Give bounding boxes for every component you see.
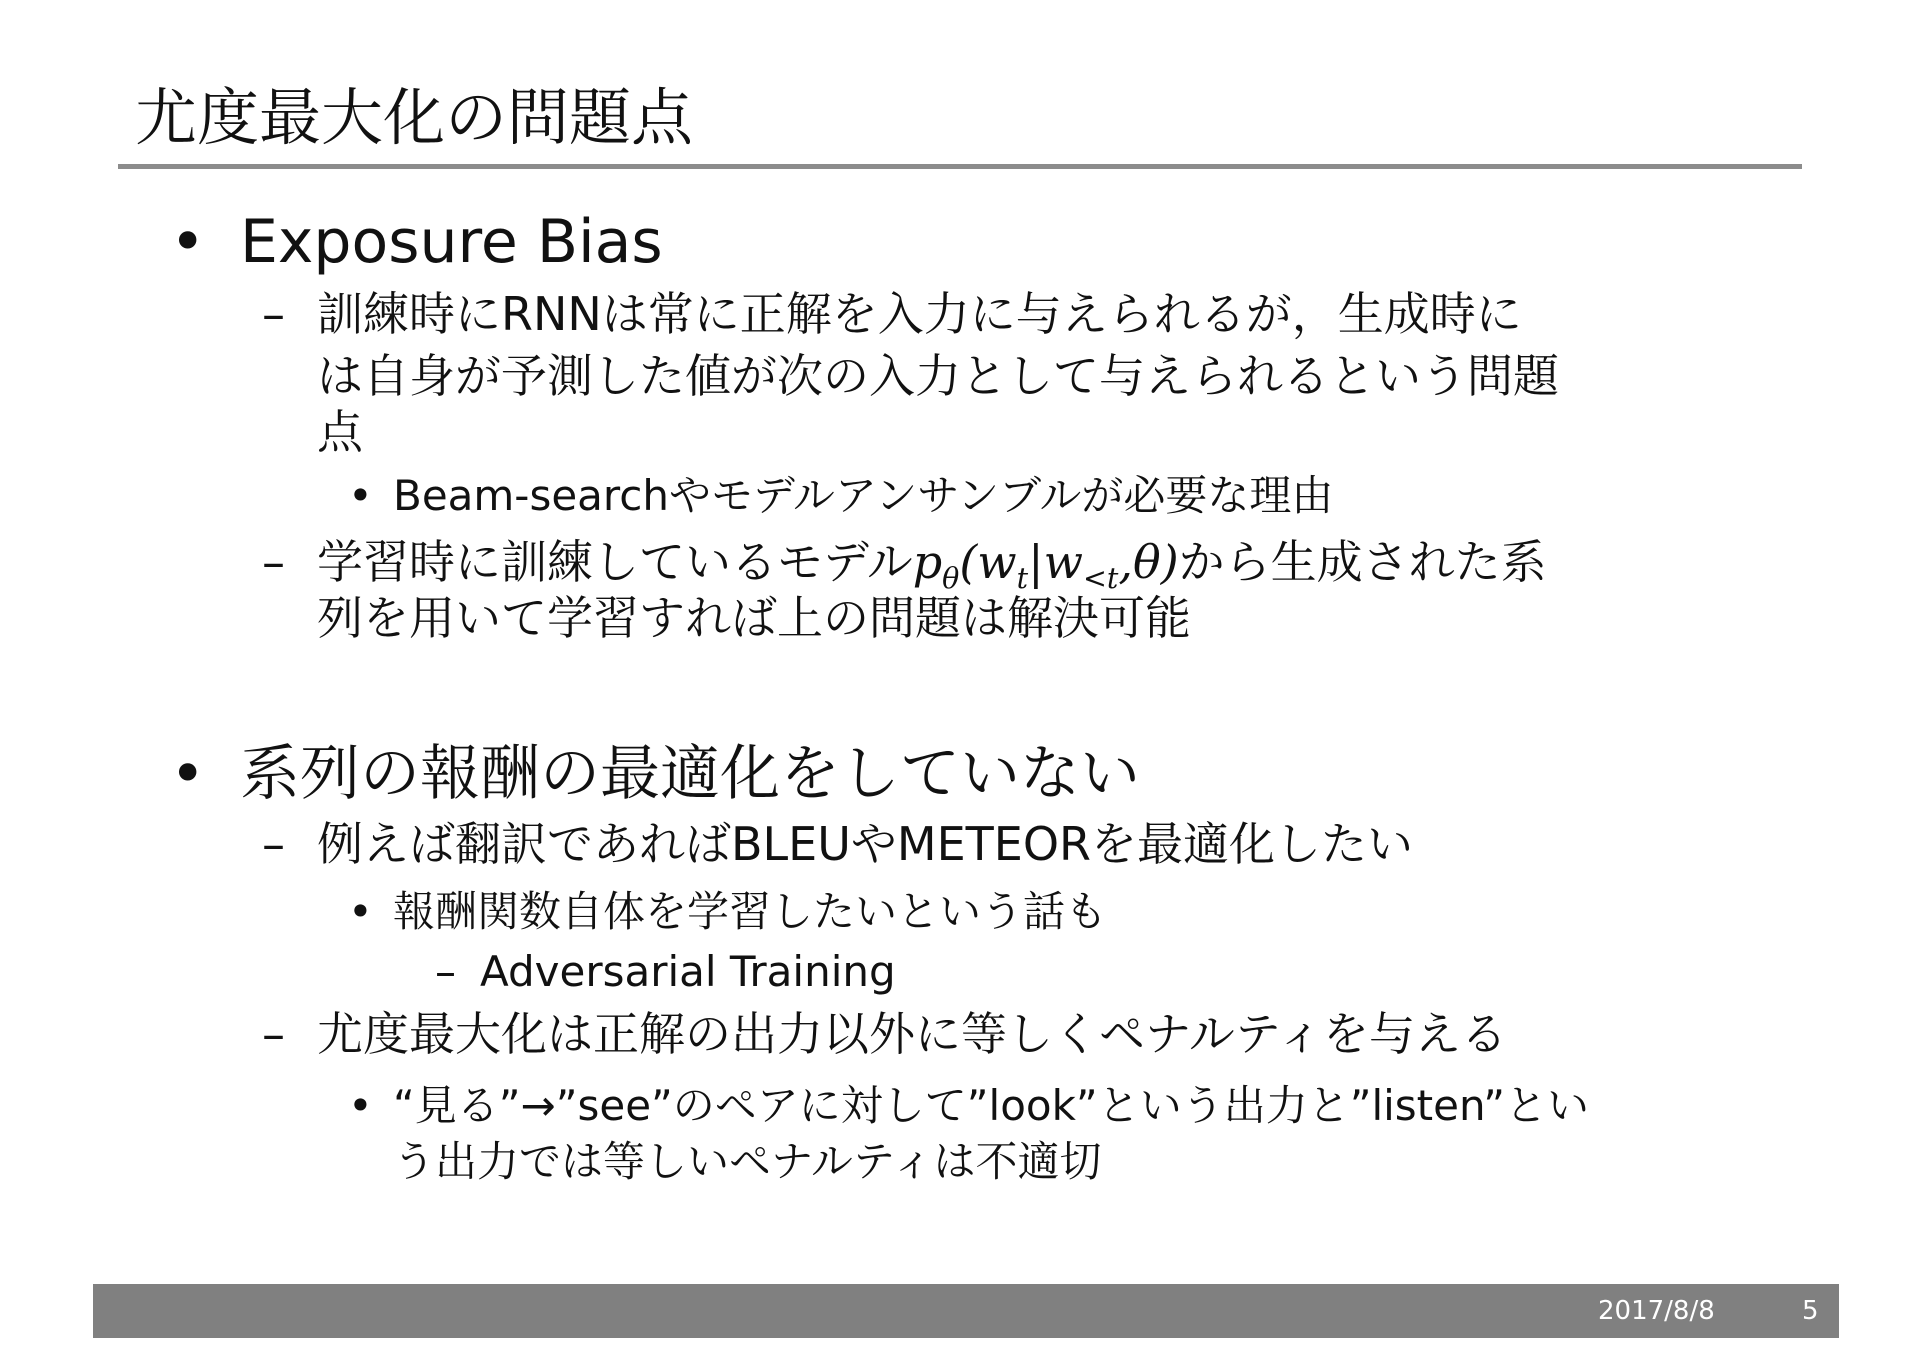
section-1-sub1-line3: 点 xyxy=(317,405,363,459)
formula-comma: , xyxy=(1118,535,1133,589)
bullet-marker: • xyxy=(170,739,206,809)
bullet-marker: • xyxy=(348,1081,373,1130)
dash-marker: – xyxy=(435,947,456,996)
dash-marker: – xyxy=(262,1007,285,1061)
model-formula xyxy=(912,535,1179,596)
section-2-sub1-bullet: 報酬関数自体を学習したいという話も xyxy=(393,887,1108,936)
formula-given-bar: | xyxy=(1028,535,1044,589)
slide-title: 尤度最大化の問題点 xyxy=(135,81,694,154)
bullet-marker: • xyxy=(348,887,373,936)
bullet-marker: • xyxy=(170,207,206,277)
formula-w-t-subscript: t xyxy=(1016,562,1029,596)
formula-theta: θ xyxy=(1132,535,1161,589)
footer-date: 2017/8/8 xyxy=(1598,1296,1715,1326)
formula-w-lt-t: w xyxy=(1043,535,1083,589)
section-2-sub2-bullet-line2: う出力では等しいペナルティは不適切 xyxy=(393,1137,1102,1186)
section-2-sub2: 尤度最大化は正解の出力以外に等しくペナルティを与える xyxy=(317,1007,1508,1061)
section-2-sub1: 例えば翻訳であればBLEUやMETEORを最適化したい xyxy=(317,817,1414,871)
title-divider xyxy=(118,164,1802,169)
footer-bar xyxy=(93,1284,1839,1338)
section-1-sub1-bullet: Beam-searchやモデルアンサンブルが必要な理由 xyxy=(393,471,1334,520)
formula-w-lt-t-subscript: <t xyxy=(1083,562,1119,596)
dash-marker: – xyxy=(262,287,285,341)
formula-p: p xyxy=(912,535,943,589)
formula-open-paren: ( xyxy=(959,535,978,589)
section-1-heading: Exposure Bias xyxy=(240,207,663,277)
dash-marker: – xyxy=(262,535,285,589)
sub2-line1-prefix: 学習時に訓練しているモデル xyxy=(317,535,913,589)
dash-marker: – xyxy=(262,817,285,871)
section-2-sub1-dash: Adversarial Training xyxy=(480,947,896,996)
section-1-sub1-line2: は自身が予測した値が次の入力として与えられるという問題 xyxy=(317,349,1559,403)
sub2-line1-suffix: から生成された系 xyxy=(1178,535,1547,589)
bullet-marker: • xyxy=(348,471,373,520)
formula-p-subscript: θ xyxy=(942,562,960,596)
section-2-sub2-bullet-line1: “見る”→”see”のペアに対して”look”という出力と”listen”とい xyxy=(393,1081,1590,1130)
formula-close-paren: ) xyxy=(1160,535,1179,589)
section-1-sub2-line2: 列を用いて学習すれば上の問題は解決可能 xyxy=(317,591,1191,645)
section-1-sub1-line1: 訓練時にRNNは常に正解を入力に与えられるが，生成時に xyxy=(317,287,1522,341)
section-2-heading: 系列の報酬の最適化をしていない xyxy=(240,739,1140,809)
page-number: 5 xyxy=(1802,1296,1819,1326)
formula-w-t: w xyxy=(977,535,1017,589)
